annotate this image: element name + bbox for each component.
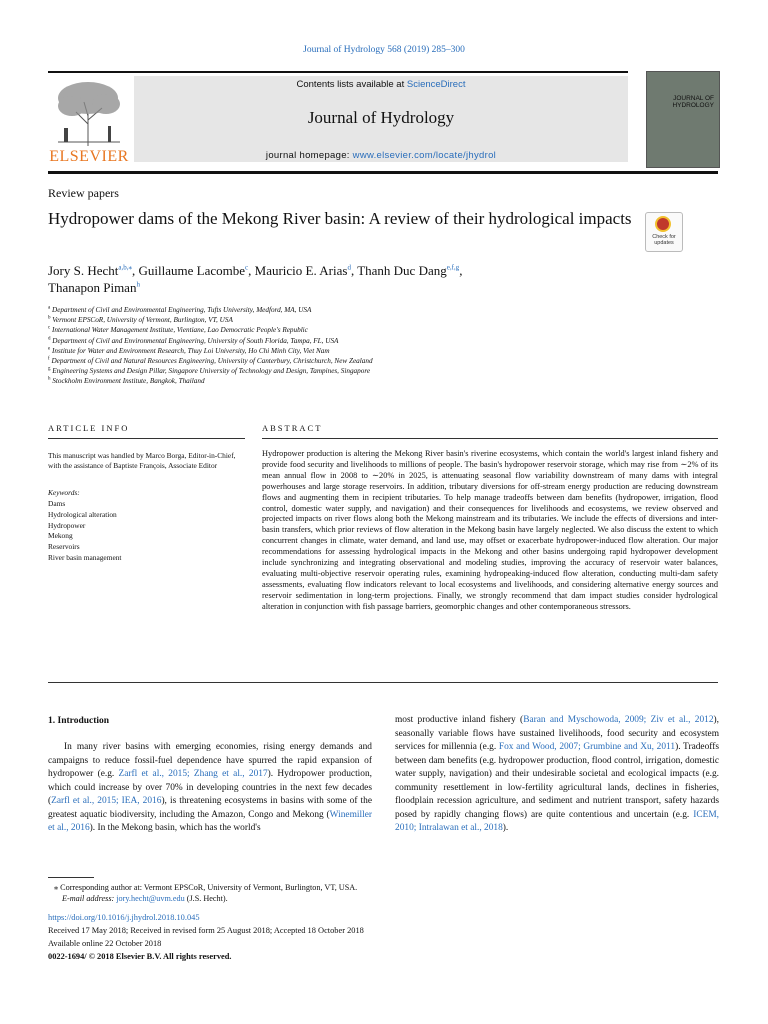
- sciencedirect-link[interactable]: ScienceDirect: [406, 79, 466, 90]
- introduction-heading: 1. Introduction: [48, 716, 110, 726]
- abstract-heading: ABSTRACT: [262, 423, 323, 433]
- affiliation-text: Stockholm Environment Institute, Bangkok, Thailand: [50, 377, 205, 386]
- received-dates: Received 17 May 2018; Received in revised form 25 August 2018; Accepted 18 October 2018: [48, 926, 364, 935]
- body-text: ). Tradeoffs between dam benefits (e.g. hydropower production, flood control, irrigation, domestic water supply, navigation) and their undesirable societal and ecological impacts (e.g. community resettlement in low-fertility agricultural lands, declines in fisheries, floodplain recession agriculture, and sediment and nutrient transport, safety hazards posed by rapidly changing flows) are quite contentious and uncertain (e.g.: [395, 742, 719, 820]
- article-info-heading: ARTICLE INFO: [48, 423, 130, 433]
- author-list: [48, 262, 648, 296]
- email-label: E-mail address:: [62, 894, 117, 903]
- citation-link[interactable]: Winemiller et al., 2016: [48, 809, 372, 833]
- affiliation-key: d: [48, 336, 51, 342]
- author-affiliation-marker[interactable]: c: [245, 263, 249, 272]
- affiliation-text: Institute for Water and Environment Research, Thuy Loi University, Ho Chi Minh City, Viet Nam: [50, 346, 330, 355]
- author-email-line: [62, 894, 228, 903]
- contents-line: [134, 79, 628, 90]
- header-top-rule: [48, 71, 628, 73]
- editor-note: This manuscript was handled by Marco Borga, Editor-in-Chief, with the assistance of Baptiste François, Associate Editor: [48, 451, 236, 471]
- footnote-rule: [48, 877, 94, 878]
- corresponding-author-note: ⁎ Corresponding author at: Vermont EPSCoR, University of Vermont, Burlington, VT, USA.: [54, 883, 358, 892]
- body-text: ), seasonally variable flows have sustained livelihoods, food security and ecosystem services for millennia (e.g.: [395, 715, 719, 752]
- affiliation-key: h: [48, 377, 51, 383]
- affiliation-item: [48, 315, 668, 325]
- body-text: ). Hydropower production, which could increase by over 70% in developing countries in the next few decades (: [48, 769, 373, 806]
- keyword-item: Reservoirs: [48, 542, 80, 552]
- author-affiliation-marker[interactable]: a,b,⁎: [118, 263, 133, 272]
- affiliation-key: a: [48, 305, 51, 311]
- article-info-rule: [48, 438, 245, 439]
- affiliation-text: Department of Civil and Environmental Engineering, University of South Florida, Tampa, FL, USA: [50, 336, 339, 345]
- journal-cover-image[interactable]: [646, 71, 720, 168]
- doi-link[interactable]: https://doi.org/10.1016/j.jhydrol.2018.10.045: [48, 913, 200, 922]
- keywords-label: Keywords:: [48, 488, 80, 497]
- author-name[interactable]: Mauricio E. Arias: [254, 263, 348, 278]
- affiliation-item: [48, 376, 668, 386]
- citation-link[interactable]: Zarfl et al., 2015; Zhang et al., 2017: [118, 769, 268, 779]
- section-divider: [48, 682, 718, 683]
- introduction-right-column: [395, 714, 719, 836]
- crossmark-icon: [655, 216, 671, 232]
- article-type: Review papers: [48, 186, 119, 200]
- keyword-item: Mekong: [48, 531, 73, 541]
- citation-link[interactable]: Zarfl et al., 2015; IEA, 2016: [51, 796, 162, 806]
- affiliation-list: [48, 305, 668, 387]
- body-text: ). In the Mekong basin, which has the world's: [89, 823, 261, 833]
- citation-link[interactable]: ICEM, 2010; Intralawan et al., 2018: [395, 809, 719, 833]
- keyword-item: Hydropower: [48, 520, 86, 530]
- affiliation-item: [48, 346, 668, 356]
- affiliation-key: c: [48, 326, 51, 332]
- online-date: Available online 22 October 2018: [48, 939, 162, 948]
- elsevier-wordmark: ELSEVIER: [49, 148, 129, 165]
- journal-title: Journal of Hydrology: [307, 108, 455, 127]
- author-affiliation-marker[interactable]: d: [347, 263, 351, 272]
- author-email-link[interactable]: jory.hecht@uvm.edu: [116, 894, 185, 903]
- journal-homepage-link[interactable]: www.elsevier.com/locate/jhydrol: [352, 150, 497, 161]
- header-bottom-rule: [48, 171, 718, 174]
- abstract-text: Hydropower production is altering the Mekong River basin's riverine ecosystems, which contain the world's largest inland fishery and provide food security and livelihoods to millions of people. The basin's hydropower reservoir storage, which may rise from ∼2% of its mean annual flow in 2008 to ∼20% in 2025, is attenuating seasonal flow variability downstream of many dams with integral powerhouses and large storage reservoirs. In addition, tributary diversions for off-stream energy production are reducing downstream flows and augmenting them in recipient tributaries. To help manage tradeoffs between dam benefits (hydropower, irrigation, flood control, domestic water supply, and navigation) and their consequences for livelihoods and ecosystems, we review observed and projected impacts on river flows along both the Mekong mainstream and its tributaries. We include the effects of diversions and inter-basin transfers, which prior reviews of flow alteration in the Mekong basin have largely neglected. We also discuss the extent to which concurrent changes in climate, water demand, and land use, may offset or exacerbate hydropower-induced flow alteration. Our major recommendations for assessing hydrological impacts in the Mekong and other basins undergoing rapid hydropower development include synchronizing and integrating observational and modeling studies, improving the accuracy of reservoir water balances, evaluating multi-objective reservoir operating rules, examining hydropeaking-induced flow alteration, conducting multi-dam safety assessments, evaluating flow indicators relevant to local ecosystems and livelihoods, and considering alternative energy sources and reservoir sedimentation in long-term projections. Finally, we strongly recommend that dam impact studies consider hydrological alteration in conjunction with fish passage barriers, geomorphic changes and other contemporaneous stressors.: [262, 449, 718, 611]
- author-name[interactable]: Jory S. Hecht: [48, 263, 119, 278]
- affiliation-text: Vermont EPSCoR, University of Vermont, Burlington, VT, USA: [50, 316, 233, 325]
- author-separator: ,: [459, 263, 463, 278]
- affiliation-text: Engineering Systems and Design Pillar, Singapore University of Technology and Design, Tampines, Singapore: [50, 367, 371, 376]
- affiliation-text: International Water Management Institute, Vientiane, Lao Democratic People's Republic: [50, 326, 308, 335]
- email-suffix: (J.S. Hecht).: [184, 894, 228, 903]
- keyword-list: [48, 499, 121, 564]
- citation-link[interactable]: Baran and Myschowoda, 2009; Ziv et al., 2012: [523, 715, 714, 725]
- homepage-line: [134, 150, 628, 161]
- body-text: In many river basins with emerging economies, rising energy demands and campaigns to reduce fossil-fuel dependence have spurred the rapid expansion of hydropower (e.g.: [48, 742, 372, 779]
- keyword-item: Dams: [48, 499, 66, 508]
- copyright-line: 0022-1694/ © 2018 Elsevier B.V. All rights reserved.: [48, 952, 232, 961]
- journal-citation-link[interactable]: Journal of Hydrology 568 (2019) 285–300: [303, 45, 465, 55]
- author-separator: ,: [248, 263, 255, 278]
- keyword-item: River basin management: [48, 552, 122, 562]
- affiliation-item: [48, 336, 668, 346]
- body-text: most productive inland fishery (: [395, 715, 524, 725]
- article-title: Hydropower dams of the Mekong River basin: A review of their hydrological impacts: [48, 209, 632, 228]
- body-text: ).: [502, 823, 509, 833]
- affiliation-item: [48, 356, 668, 366]
- keyword-item: Hydrological alteration: [48, 509, 117, 519]
- homepage-prefix: journal homepage:: [265, 150, 353, 161]
- author-name[interactable]: Guillaume Lacombe: [138, 263, 246, 278]
- author-separator: ,: [350, 263, 358, 278]
- affiliation-key: b: [48, 315, 51, 321]
- affiliation-item: [48, 366, 668, 376]
- author-affiliation-marker[interactable]: h: [136, 280, 140, 289]
- affiliation-key: e: [48, 346, 51, 352]
- author-affiliation-marker[interactable]: e,f,g: [446, 263, 460, 272]
- author-name[interactable]: Thanapon Piman: [48, 280, 137, 295]
- citation-link[interactable]: Fox and Wood, 2007; Grumbine and Xu, 2011: [498, 742, 676, 752]
- abstract-rule: [262, 438, 718, 439]
- check-for-updates-label: Check for updates: [652, 234, 676, 247]
- affiliation-item: [48, 325, 668, 335]
- affiliation-item: [48, 305, 668, 315]
- affiliation-text: Department of Civil and Natural Resources Engineering, University of Canterbury, Christchurch, New Zealand: [49, 357, 373, 366]
- introduction-left-column: [48, 741, 372, 836]
- journal-cover-label: JOURNAL OF HYDROLOGY: [672, 95, 714, 109]
- affiliation-key: f: [48, 356, 50, 362]
- author-name[interactable]: Thanh Duc Dang: [357, 263, 447, 278]
- contents-prefix: Contents lists available at: [296, 79, 407, 90]
- body-text: ), is threatening ecosystems in basins with some of the greatest aquatic biodiversity, including the Amazon, Congo and Mekong (: [48, 796, 372, 820]
- affiliation-key: g: [48, 366, 51, 372]
- author-separator: ,: [132, 263, 139, 278]
- affiliation-text: Department of Civil and Environmental Engineering, Tufts University, Medford, MA, USA: [50, 306, 312, 314]
